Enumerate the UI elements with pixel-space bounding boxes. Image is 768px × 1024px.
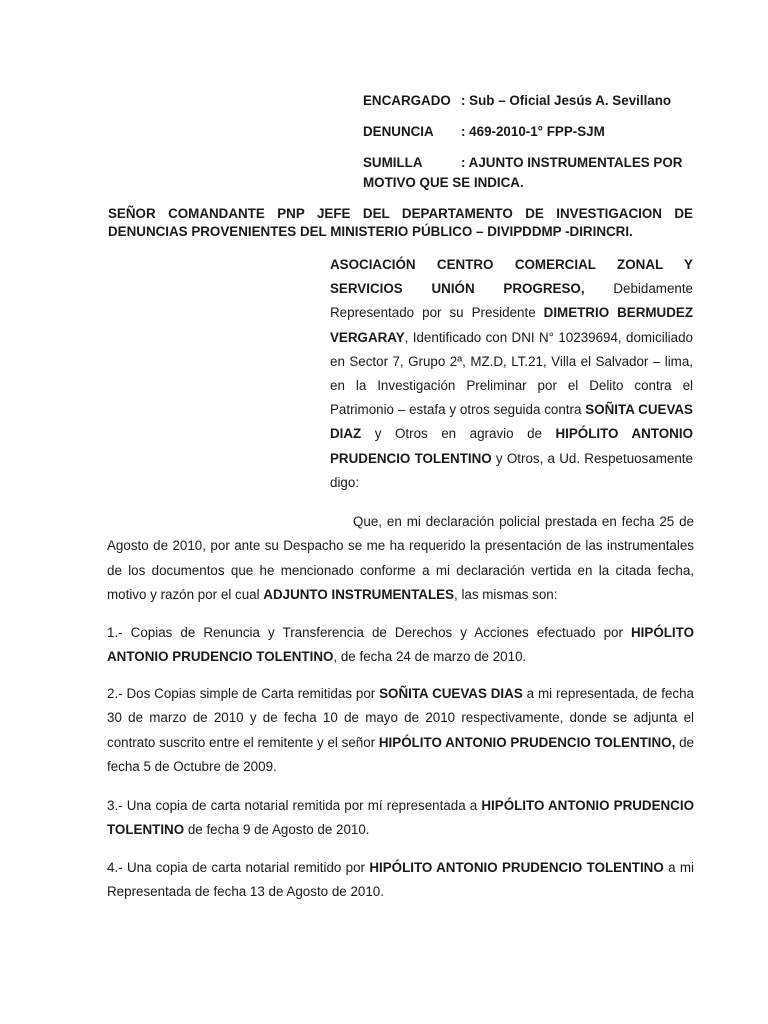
item-2-bold-1: SOÑITA CUEVAS DIAS (379, 686, 523, 701)
item-2-text-a: 2.- Dos Copias simple de Carta remitidas por (107, 686, 380, 701)
sumilla-row (363, 154, 683, 172)
denuncia-label: DENUNCIA (363, 124, 434, 139)
addressee-heading (108, 205, 693, 241)
item-4-text-c: a mi Representada de fecha 13 de Agosto de 2010. (107, 860, 694, 900)
item-2-bold-2: HIPÓLITO ANTONIO PRUDENCIO TOLENTINO, (378, 734, 676, 750)
encargado-label: ENCARGADO (363, 93, 451, 108)
petitioner-intro (330, 253, 693, 495)
paragraph-bold: ADJUNTO INSTRUMENTALES (263, 587, 454, 603)
intro-text-4: y Otros, a Ud. Respetuosamente digo: (330, 450, 693, 490)
accused-name: SOÑITA CUEVAS DIAZ (330, 402, 693, 442)
list-item-1 (107, 621, 694, 670)
intro-text-1: Debidamente Representado por su Presidente (330, 281, 694, 321)
list-item-4 (107, 856, 694, 905)
association-name: ASOCIACIÓN CENTRO COMERCIAL ZONAL Y SERVICIOS UNIÓN PROGRESO, (330, 257, 693, 297)
main-paragraph (107, 510, 694, 608)
president-name: DIMETRIO BERMUDEZ VERGARAY (330, 305, 693, 345)
sumilla-row-continued (363, 174, 524, 192)
paragraph-text-2: , las mismas son: (454, 587, 558, 603)
intro-text-3: y Otros en agravio de (361, 426, 556, 442)
encargado-value: : Sub – Oficial Jesús A. Sevillano (461, 93, 672, 108)
item-3-bold: HIPÓLITO ANTONIO PRUDENCIO TOLENTINO (107, 798, 694, 838)
list-item-3 (107, 794, 694, 843)
item-4-text-a: 4.- Una copia de carta notarial remitido por (107, 860, 370, 875)
item-3-text-a: 3.- Una copia de carta notarial remitida por mí representada a (107, 798, 482, 813)
addressee-line-2: DENUNCIAS PROVENIENTES DEL MINISTERIO PÚBLICO – DIVIPDDMP -DIRINCRI. (108, 224, 633, 239)
intro-text-2: , Identificado con DNI N° 10239694, domiciliado en Sector 7, Grupo 2ª, MZ.D, LT.21, Villa el Salvador – lima, en la Investigación Preliminar por el Delito contra el Patrimonio – estafa y otros seguida contra (330, 329, 693, 418)
list-item-2 (107, 682, 694, 780)
item-4-bold: HIPÓLITO ANTONIO PRUDENCIO TOLENTINO (369, 860, 664, 875)
item-2-text-c: a mi representada, de fecha 30 de marzo de 2010 y de fecha 10 de mayo de 2010 respectivamente, donde se adjunta el contrato suscrito entre el remitente y el señor (107, 686, 694, 750)
sumilla-value-continued: MOTIVO QUE SE INDICA. (363, 175, 524, 190)
victim-name: HIPÓLITO ANTONIO PRUDENCIO TOLENTINO (330, 426, 693, 466)
denuncia-value: : 469-2010-1° FPP-SJM (461, 124, 605, 139)
sumilla-label: SUMILLA (363, 155, 423, 170)
item-3-text-c: de fecha 9 de Agosto de 2010. (184, 822, 370, 838)
encargado-row (363, 92, 672, 110)
item-2-text-e: de fecha 5 de Octubre de 2009. (107, 734, 694, 775)
item-1-text-a: 1.- Copias de Renuncia y Transferencia de Derechos y Acciones efectuado por (107, 625, 631, 640)
sumilla-value: : AJUNTO INSTRUMENTALES POR (461, 155, 683, 170)
item-1-bold: HIPÓLITO ANTONIO PRUDENCIO TOLENTINO (107, 625, 694, 665)
item-1-text-c: , de fecha 24 de marzo de 2010. (333, 649, 527, 665)
addressee-line-1: SEÑOR COMANDANTE PNP JEFE DEL DEPARTAMENTO DE INVESTIGACION DE (108, 206, 693, 221)
denuncia-row (363, 123, 605, 141)
paragraph-text-1: Que, en mi declaración policial prestada en fecha 25 de Agosto de 2010, por ante su Despacho se me ha requerido la presentación de las instrumentales de los documentos que he mencionado conforme a mi declaración vertida en la citada fecha, motivo y razón por el cual (107, 514, 694, 603)
